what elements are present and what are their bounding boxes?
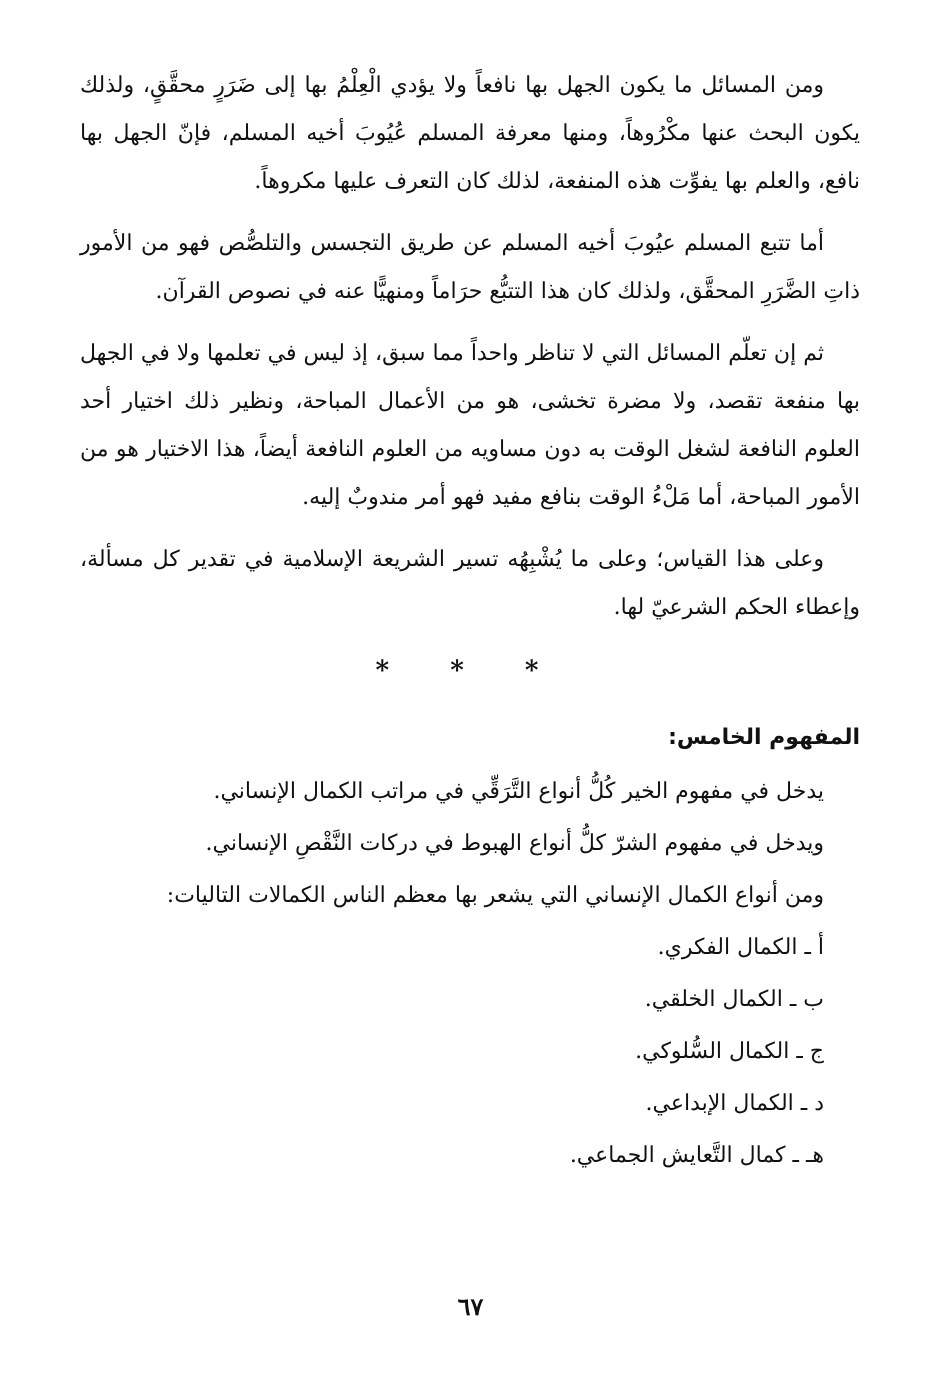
perfection-list <box>80 922 860 1182</box>
section-line-2: ويدخل في مفهوم الشرّ كلُّ أنواع الهبوط في دركات النَّقْصِ الإنساني. <box>205 831 824 856</box>
list-item: أ ـ الكمال الفكري. <box>657 935 824 960</box>
page-number: ٦٧ <box>457 1292 484 1321</box>
page-body <box>80 62 860 1182</box>
list-item: ج ـ الكمال السُّلوكي. <box>635 1039 824 1064</box>
paragraph-2: أما تتبع المسلم عيُوبَ أخيه المسلم عن طريق التجسس والتلصُّص فهو من الأمور ذاتِ الضَّرَرِ المحقَّق، ولذلك كان هذا التتبُّع حرَاماً ومنهيًّا عنه في نصوص القرآن. <box>80 231 860 304</box>
paragraph-1: ومن المسائل ما يكون الجهل بها نافعاً ولا يؤدي الْعِلْمُ بها إلى ضَرَرٍ محقَّقٍ، ولذلك يكون البحث عنها مكْرُوهاً، ومنها معرفة المسلم عُيُوبَ أخيه المسلم، فإنّ الجهل بها نافع، والعلم بها يفوِّت هذه المنفعة، لذلك كان التعرف عليها مكروهاً. <box>80 73 860 194</box>
section-separator: * * * <box>375 656 565 686</box>
paragraph-3: ثم إن تعلّم المسائل التي لا تناظر واحداً مما سبق، إذ ليس في تعلمها ولا في الجهل بها منفعة تقصد، ولا مضرة تخشى، هو من الأعمال المباحة، ونظير ذلك اختيار أحد العلوم النافعة لشغل الوقت به دون مساويه من العلوم النافعة أيضاً، هذا الاختيار هو من الأمور المباحة، أما مَلْءُ الوقت بنافع مفيد فهو أمر مندوبٌ إليه. <box>80 341 860 510</box>
section-heading: المفهوم الخامس: <box>668 725 860 750</box>
list-item: ب ـ الكمال الخلقي. <box>644 987 824 1012</box>
list-item: د ـ الكمال الإبداعي. <box>645 1091 824 1116</box>
section-line-3: ومن أنواع الكمال الإنساني التي يشعر بها معظم الناس الكمالات التاليات: <box>166 883 824 908</box>
section-line-1: يدخل في مفهوم الخير كُلُّ أنواع التَّرَقِّي في مراتب الكمال الإنساني. <box>213 779 824 804</box>
list-item: هـ ـ كمال التَّعايش الجماعي. <box>569 1143 824 1168</box>
paragraph-4: وعلى هذا القياس؛ وعلى ما يُشْبِهُه تسير الشريعة الإسلامية في تقدير كل مسألة، وإعطاء الحكم الشرعيّ لها. <box>80 547 860 620</box>
